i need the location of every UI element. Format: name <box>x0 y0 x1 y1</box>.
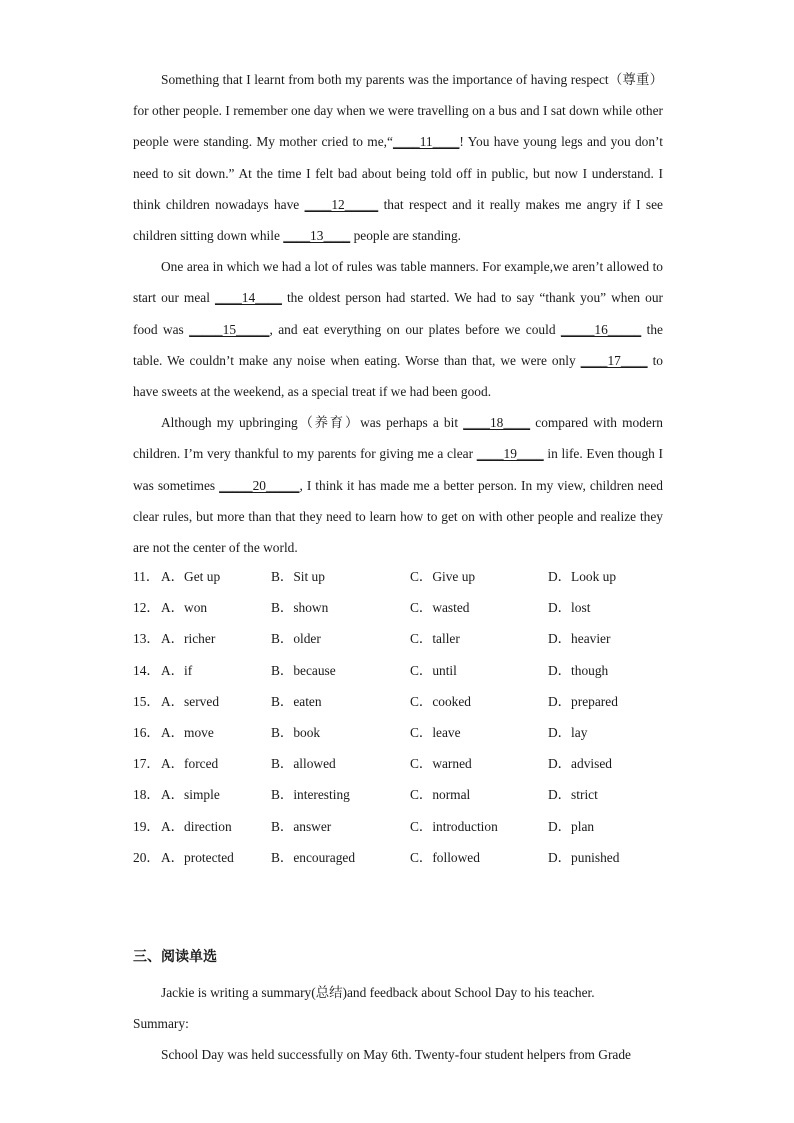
passage-paragraph-2 <box>133 251 663 407</box>
option-b: B．encouraged <box>271 849 356 865</box>
blank-15: _____15_____ <box>189 321 270 337</box>
passage-text: ! You have young legs and you don’t need to sit down.” At the time I felt bad about being told off in public, but now I understand. I think children nowadays have <box>133 134 663 212</box>
question-12-options <box>133 592 673 623</box>
option-d: D．heavier <box>548 631 611 647</box>
summary-text: School Day was held successfully on May 6th. Twenty-four student helpers from Grade <box>161 1047 631 1063</box>
question-20-options <box>133 842 673 873</box>
option-b: B．because <box>271 662 336 678</box>
question-15-options <box>133 686 673 717</box>
passage-text: One area in which we had a lot of rules was table manners. For example,we aren’t allowed to start our meal <box>133 259 663 306</box>
option-b: B．answer <box>271 818 332 834</box>
question-number: 13． <box>133 631 160 647</box>
option-c: C．normal <box>410 787 471 803</box>
question-19-options <box>133 811 673 842</box>
question-16-options <box>133 717 673 748</box>
question-13-options <box>133 623 673 654</box>
passage-text: the table. We couldn’t make any noise when eating. Worse than that, we were only <box>133 321 663 368</box>
passage-paragraph-3 <box>133 407 663 563</box>
option-d: D．strict <box>548 787 598 803</box>
option-d: D．Look up <box>548 569 617 584</box>
blank-19: ____19____ <box>476 446 544 462</box>
question-18-options <box>133 779 673 810</box>
option-a: A．served <box>161 693 220 709</box>
question-11-options <box>133 561 673 592</box>
option-a: A．protected <box>161 849 234 865</box>
option-d: D．lay <box>548 724 588 740</box>
passage-text: Something that I learnt from both my parents was the importance of having respect（尊重）for other people. I remember one day when we were travelling on a bus and I sat down while other people were standing. My mother cried to me,“ <box>133 72 663 150</box>
option-d: D．prepared <box>548 693 618 709</box>
cloze-passage <box>133 64 663 563</box>
passage-text: , and eat everything on our plates before we could <box>269 321 561 337</box>
answer-options <box>133 561 673 873</box>
option-b: B．allowed <box>271 756 336 772</box>
passage-paragraph-1 <box>133 64 663 251</box>
reading-passage <box>133 977 663 1071</box>
question-number: 17． <box>133 756 160 772</box>
passage-text: that respect and it really makes me angry if I see children sitting down while <box>133 196 663 244</box>
option-c: C．until <box>410 662 457 678</box>
option-b: B．Sit up <box>271 569 325 584</box>
option-b: B．shown <box>271 600 329 616</box>
reading-intro: Jackie is writing a summary(总结)and feedback about School Day to his teacher. <box>161 985 595 1000</box>
blank-18: ____18____ <box>463 415 531 431</box>
passage-text: in life. Even though I was sometimes <box>133 446 663 493</box>
summary-label: Summary: <box>133 1016 189 1032</box>
option-c: C．taller <box>410 631 460 647</box>
blank-14: ____14____ <box>214 290 282 306</box>
option-b: B．book <box>271 724 321 740</box>
question-17-options <box>133 748 673 779</box>
passage-text: people are standing. <box>350 228 462 244</box>
question-number: 14． <box>133 662 160 678</box>
option-c: C．cooked <box>410 693 471 709</box>
question-number: 19． <box>133 818 160 834</box>
blank-12: ____12_____ <box>304 196 379 212</box>
passage-text: compared with modern children. I’m very thankful to my parents for giving me a clear <box>133 415 663 462</box>
option-d: D．punished <box>548 849 620 865</box>
blank-17: ____17____ <box>580 352 648 368</box>
option-a: A．forced <box>161 756 219 772</box>
option-a: A．won <box>161 600 208 616</box>
question-number: 20． <box>133 849 160 865</box>
blank-11: ____11____ <box>392 134 460 150</box>
option-d: D．though <box>548 662 609 678</box>
passage-text: to have sweets at the weekend, as a special treat if we had been good. <box>133 352 663 400</box>
option-a: A．move <box>161 724 214 740</box>
option-a: A．simple <box>161 787 220 803</box>
question-number: 16． <box>133 724 160 740</box>
question-number: 18． <box>133 787 160 803</box>
option-c: C．introduction <box>410 818 498 834</box>
option-c: C．wasted <box>410 600 470 616</box>
option-c: C．Give up <box>410 569 476 584</box>
option-a: A．direction <box>161 818 232 834</box>
question-number: 15． <box>133 693 160 709</box>
option-a: A．richer <box>161 631 216 647</box>
question-14-options <box>133 655 673 686</box>
question-number: 12． <box>133 600 160 616</box>
option-a: A．Get up <box>161 569 221 584</box>
option-d: D．plan <box>548 818 595 834</box>
option-d: D．advised <box>548 756 612 772</box>
option-b: B．eaten <box>271 693 322 709</box>
question-number: 11． <box>133 569 160 584</box>
section-title: 三、阅读单选 <box>133 949 217 965</box>
option-d: D．lost <box>548 600 591 616</box>
passage-text: Although my upbringing（养育）was perhaps a bit <box>161 415 464 431</box>
blank-16: _____16_____ <box>560 321 642 337</box>
option-b: B．older <box>271 631 321 647</box>
passage-text: the oldest person had started. We had to say “thank you” when our food was <box>133 290 663 337</box>
option-a: A．if <box>161 662 193 678</box>
option-b: B．interesting <box>271 787 350 803</box>
blank-20: _____20_____ <box>219 477 300 493</box>
option-c: C．leave <box>410 724 461 740</box>
passage-text: , I think it has made me a better person. In my view, children need clear rules, but more than that they need to learn how to get on with other people and realize they are not the center of the world. <box>133 477 663 556</box>
blank-13: ____13____ <box>283 228 351 244</box>
option-c: C．warned <box>410 756 472 772</box>
option-c: C．followed <box>410 849 480 865</box>
